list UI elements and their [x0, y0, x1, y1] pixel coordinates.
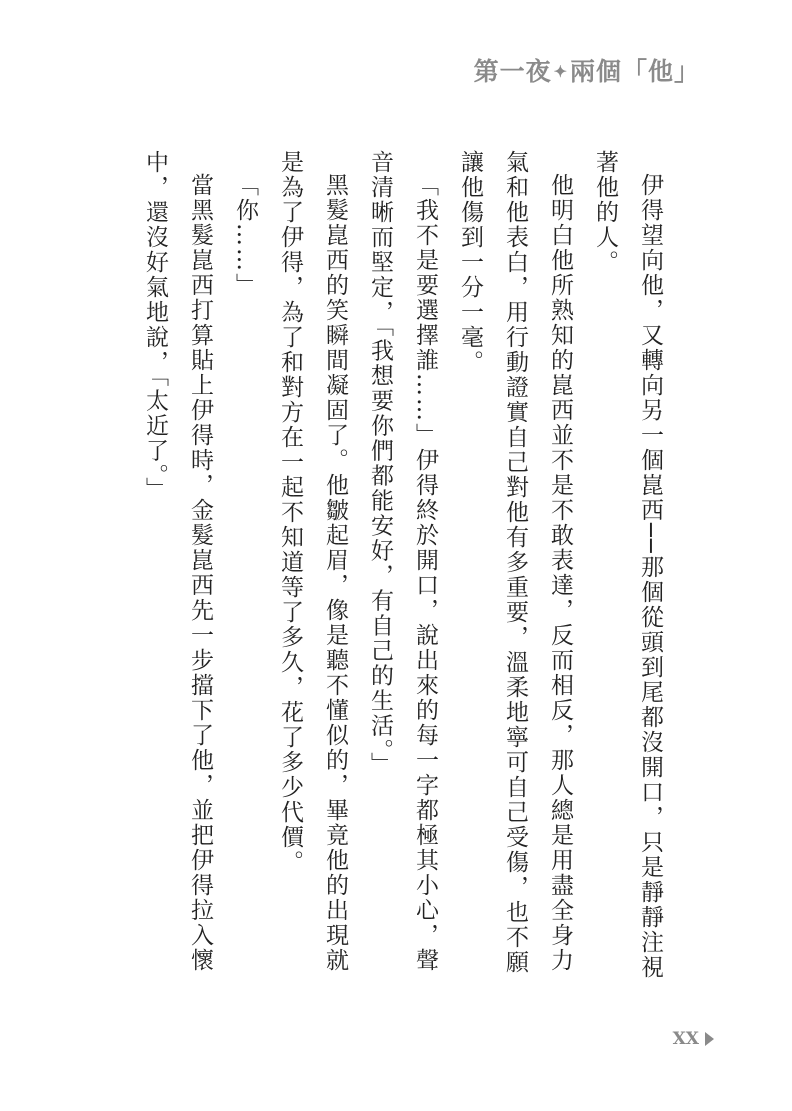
page-footer — [673, 1029, 714, 1049]
paragraph: 伊得望向他，又轉向另一個崑西──那個從頭到尾都沒開口，只是靜靜注視著他的人。 — [592, 150, 663, 980]
paragraph: 當黑髮崑西打算貼上伊得時，金髮崑西先一步擋下了他，並把伊得拉入懷中，還沒好氣地說，「太近了。」 — [142, 150, 213, 973]
star-icon: ✦ — [553, 62, 568, 81]
paragraph: 「你……」 — [232, 173, 258, 298]
chapter-label: 第一夜 — [473, 57, 552, 86]
vertical-body-text — [132, 150, 672, 980]
paragraph: 「我不是要選擇誰……」伊得終於開口，說出來的每一字都極其小心，聲音清晰而堅定，「我想要你們都能安好，有自己的生活。」 — [367, 150, 438, 973]
paragraph: 他明白他所熟知的崑西並不是不敢表達，反而相反，那人總是用盡全身力氣和他表白，用行動證實自己對他有多重要，溫柔地寧可自己受傷，也不願讓他傷到一分一毫。 — [457, 150, 573, 975]
chapter-title: 兩個「他」 — [569, 57, 700, 86]
running-header — [474, 52, 700, 88]
triangle-right-icon — [705, 1032, 714, 1046]
paragraph: 黑髮崑西的笑瞬間凝固了。他皺起眉，像是聽不懂似的，畢竟他的出現就是為了伊得，為了和對方在一起不知道等了多久，花了多少代價。 — [277, 150, 348, 973]
page-number: XX — [672, 1029, 699, 1049]
